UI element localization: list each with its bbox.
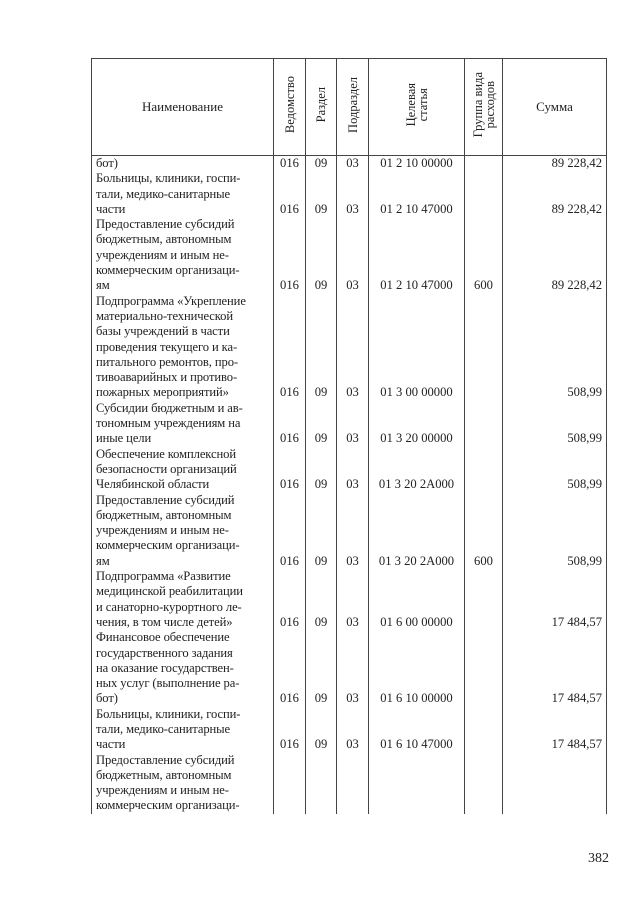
budget-table xyxy=(91,58,607,814)
row-amount xyxy=(503,753,607,814)
header-dept: Ведомство xyxy=(274,59,306,156)
row-dept: 016 xyxy=(274,447,306,493)
row-dept xyxy=(274,753,306,814)
table-row xyxy=(92,447,607,493)
row-dept: 016 xyxy=(274,156,306,172)
budget-table-container xyxy=(91,58,606,814)
row-name: Обеспечение комплексной безопасности организаций Челябинской области xyxy=(92,447,274,493)
table-row xyxy=(92,753,607,814)
row-dept: 016 xyxy=(274,493,306,569)
row-subsection: 03 xyxy=(337,401,369,447)
row-amount: 17 484,57 xyxy=(503,569,607,630)
row-section: 09 xyxy=(306,294,337,401)
row-expense-group xyxy=(465,156,503,172)
row-subsection: 03 xyxy=(337,447,369,493)
row-subsection: 03 xyxy=(337,630,369,706)
header-name: Наименование xyxy=(92,59,274,156)
row-expense-group xyxy=(465,401,503,447)
row-target: 01 3 20 00000 xyxy=(369,401,465,447)
row-name: Предоставление субсидий бюджетным, автономным учреждениям и иным не- коммерческим организаци- ям xyxy=(92,493,274,569)
table-row xyxy=(92,217,607,293)
row-amount: 89 228,42 xyxy=(503,217,607,293)
row-expense-group: 600 xyxy=(465,217,503,293)
row-expense-group xyxy=(465,707,503,753)
row-subsection: 03 xyxy=(337,171,369,217)
table-header-row xyxy=(92,59,607,156)
row-amount: 17 484,57 xyxy=(503,630,607,706)
row-section: 09 xyxy=(306,630,337,706)
row-expense-group xyxy=(465,630,503,706)
page-number: 382 xyxy=(588,851,609,866)
table-row xyxy=(92,171,607,217)
row-amount: 508,99 xyxy=(503,294,607,401)
row-subsection: 03 xyxy=(337,217,369,293)
row-target: 01 6 10 00000 xyxy=(369,630,465,706)
table-body xyxy=(92,156,607,814)
row-subsection: 03 xyxy=(337,294,369,401)
header-amount: Сумма xyxy=(503,59,607,156)
row-target: 01 6 00 00000 xyxy=(369,569,465,630)
header-section: Раздел xyxy=(306,59,337,156)
row-section: 09 xyxy=(306,217,337,293)
row-amount: 508,99 xyxy=(503,401,607,447)
row-amount: 89 228,42 xyxy=(503,171,607,217)
header-subsection: Подраздел xyxy=(337,59,369,156)
table-row xyxy=(92,630,607,706)
row-section: 09 xyxy=(306,156,337,172)
row-amount: 508,99 xyxy=(503,493,607,569)
row-subsection: 03 xyxy=(337,493,369,569)
row-subsection: 03 xyxy=(337,707,369,753)
table-row xyxy=(92,569,607,630)
table-row xyxy=(92,294,607,401)
row-target: 01 6 10 47000 xyxy=(369,707,465,753)
row-expense-group xyxy=(465,294,503,401)
header-expense-group: Группа вида расходов xyxy=(465,59,503,156)
row-amount: 89 228,42 xyxy=(503,156,607,172)
row-dept: 016 xyxy=(274,630,306,706)
row-name: Больницы, клиники, госпи- тали, медико-санитарные части xyxy=(92,171,274,217)
row-amount: 508,99 xyxy=(503,447,607,493)
row-target: 01 2 10 47000 xyxy=(369,217,465,293)
row-name: Подпрограмма «Развитие медицинской реабилитации и санаторно-курортного ле- чения, в том числе детей» xyxy=(92,569,274,630)
table-row xyxy=(92,707,607,753)
row-expense-group xyxy=(465,171,503,217)
row-expense-group: 600 xyxy=(465,493,503,569)
row-target: 01 2 10 47000 xyxy=(369,171,465,217)
table-row xyxy=(92,493,607,569)
row-dept: 016 xyxy=(274,217,306,293)
row-name: Подпрограмма «Укрепление материально-технической базы учреждений в части проведения текущего и ка- питального ремонтов, про- тивоаварийных и противо- пожарных мероприятий» xyxy=(92,294,274,401)
row-dept: 016 xyxy=(274,707,306,753)
row-dept: 016 xyxy=(274,171,306,217)
row-section xyxy=(306,753,337,814)
row-section: 09 xyxy=(306,707,337,753)
row-name: Предоставление субсидий бюджетным, автономным учреждениям и иным не- коммерческим организаци- xyxy=(92,753,274,814)
row-target: 01 3 00 00000 xyxy=(369,294,465,401)
row-section: 09 xyxy=(306,447,337,493)
row-subsection xyxy=(337,753,369,814)
row-dept: 016 xyxy=(274,294,306,401)
row-target xyxy=(369,753,465,814)
row-name: Финансовое обеспечение государственного задания на оказание государствен- ных услуг (выполнение ра- бот) xyxy=(92,630,274,706)
row-dept: 016 xyxy=(274,401,306,447)
row-expense-group xyxy=(465,447,503,493)
row-name: Предоставление субсидий бюджетным, автономным учреждениям и иным не- коммерческим организаци- ям xyxy=(92,217,274,293)
row-name: Больницы, клиники, госпи- тали, медико-санитарные части xyxy=(92,707,274,753)
row-target: 01 3 20 2А000 xyxy=(369,493,465,569)
header-target: Целевая статья xyxy=(369,59,465,156)
row-section: 09 xyxy=(306,171,337,217)
table-row xyxy=(92,156,607,172)
row-section: 09 xyxy=(306,401,337,447)
row-section: 09 xyxy=(306,493,337,569)
row-name: Субсидии бюджетным и ав- тономным учреждениям на иные цели xyxy=(92,401,274,447)
row-name: бот) xyxy=(92,156,274,172)
row-expense-group xyxy=(465,569,503,630)
row-subsection: 03 xyxy=(337,156,369,172)
row-subsection: 03 xyxy=(337,569,369,630)
row-target: 01 2 10 00000 xyxy=(369,156,465,172)
row-amount: 17 484,57 xyxy=(503,707,607,753)
row-dept: 016 xyxy=(274,569,306,630)
row-section: 09 xyxy=(306,569,337,630)
table-row xyxy=(92,401,607,447)
row-target: 01 3 20 2А000 xyxy=(369,447,465,493)
row-expense-group xyxy=(465,753,503,814)
